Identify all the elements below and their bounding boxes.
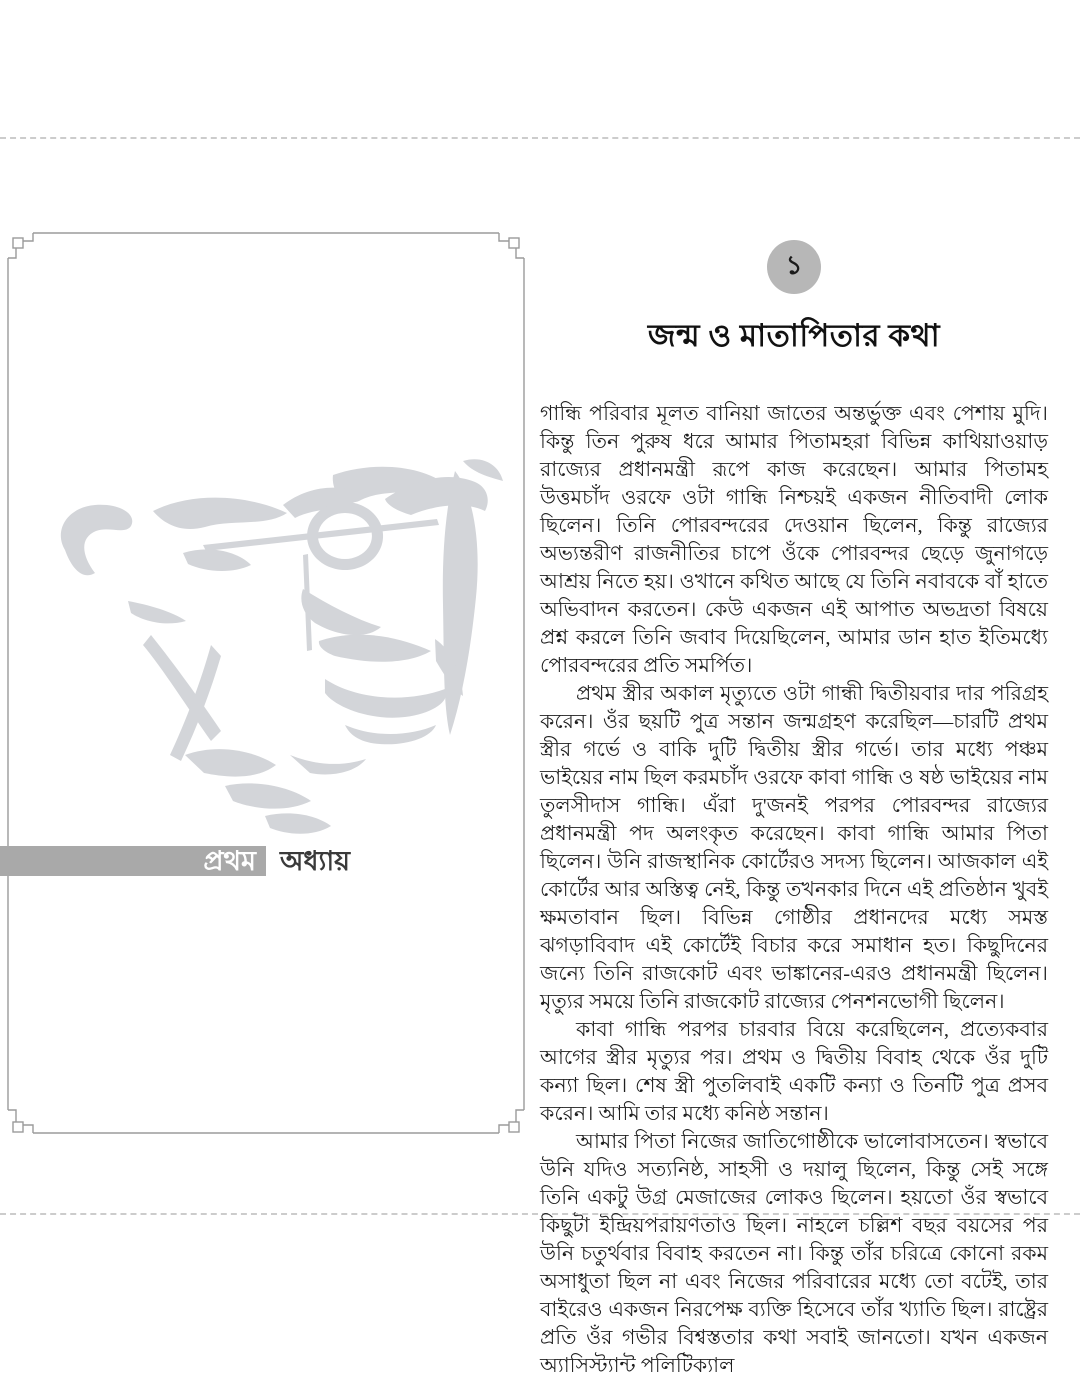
body-paragraph-1: গান্ধি পরিবার মূলত বানিয়া জাতের অন্তর্ভুক্ত এবং পেশায় মুদি। কিন্তু তিন পুরুষ ধরে আমার পিতামহরা বিভিন্ন কাথিয়াওয়াড় রাজ্যের প্রধানমন্ত্রী রূপে কাজ করেছেন। আমার পিতামহ উত্তমচাঁদ ওরফে ওটা গান্ধি নিশ্চয়ই একজন নীতিবাদী লোক ছিলেন। তিনি পোরবন্দরের দেওয়ান ছিলেন, কিন্তু রাজ্যের অভ্যন্তরীণ রাজনীতির চাপে ওঁকে পোরবন্দর ছেড়ে জুনাগড়ে আশ্রয় নিতে হয়। ওখানে কথিত আছে যে তিনি নবাবকে বাঁ হাতে অভিবাদন করতেন। কেউ একজন এই আপাত অভদ্রতা বিষয়ে প্রশ্ন করলে তিনি জবাব দিয়েছিলেন, আমার ডান হাত ইতিমধ্যে পোরবন্দরের প্রতি সমর্পিত।: [540, 403, 1048, 677]
chapter-number-badge: ১: [767, 240, 821, 294]
left-illustration-panel: [0, 225, 540, 1145]
gandhi-portrait-stencil: [35, 455, 505, 845]
body-paragraph-4: আমার পিতা নিজের জাতিগোষ্ঠীকে ভালোবাসতেন। স্বভাবে উনি যদিও সত্যনিষ্ঠ, সাহসী ও দয়ালু ছিলেন, কিন্তু সেই সঙ্গে তিনি একটু উগ্র মেজাজের লোকও ছিলেন। হয়তো ওঁর স্বভাবে কিছুটা ইন্দ্রিয়পরায়ণতাও ছিল। নাহলে চল্লিশ বছর বয়সের পর উনি চতুর্থবার বিবাহ করতেন না। কিন্তু তাঁর চরিত্রে কোনো রকম অসাধুতা ছিল না এবং নিজের পরিবারের মধ্যে তো বটেই, তার বাইরেও একজন নিরপেক্ষ ব্যক্তি হিসেবে তাঁর খ্যাতি ছিল। রাষ্ট্রের প্রতি ওঁর গভীর বিশ্বস্ততার কথা সবাই জানতো। যখন একজন অ্যাসিস্ট্যান্ট পলিটিক্যাল: [540, 1131, 1048, 1377]
chapter-label-bar: [0, 846, 266, 876]
chapter-label-row: [0, 846, 350, 876]
body-paragraph-2: প্রথম স্ত্রীর অকাল মৃত্যুতে ওটা গান্ধী দ্বিতীয়বার দার পরিগ্রহ করেন। ওঁর ছয়টি পুত্র সন্তান জন্মগ্রহণ করেছিল—চারটি প্রথম স্ত্রীর গর্ভে ও বাকি দুটি দ্বিতীয় স্ত্রীর গর্ভে। তার মধ্যে পঞ্চম ভাইয়ের নাম ছিল করমচাঁদ ওরফে কাবা গান্ধি ও ষষ্ঠ ভাইয়ের নাম তুলসীদাস গান্ধি। এঁরা দু'জনই পরপর পোরবন্দর রাজ্যের প্রধানমন্ত্রী পদ অলংকৃত করেছেন। কাবা গান্ধি আমার পিতা ছিলেন। উনি রাজস্থানিক কোর্টেরও সদস্য ছিলেন। আজকাল এই কোর্টের আর অস্তিত্ব নেই, কিন্তু তখনকার দিনে এই প্রতিষ্ঠান খুবই ক্ষমতাবান ছিল। বিভিন্ন গোষ্ঠীর প্রধানদের মধ্যে সমস্ত ঝগড়াবিবাদ এই কোর্টেই বিচার করে সমাধান হত। কিছুদিনের জন্যে তিনি রাজকোট এবং ভাঙ্কানের-এরও প্রধানমন্ত্রী ছিলেন। মৃত্যুর সময়ে তিনি রাজকোট রাজ্যের পেনশনভোগী ছিলেন।: [540, 683, 1048, 1013]
chapter-title: জন্ম ও মাতাপিতার কথা: [647, 318, 941, 353]
chapter-label-highlight: প্রথম: [203, 846, 256, 876]
chapter-body: [540, 400, 1048, 1380]
chapter-label-suffix: অধ্যায়: [280, 846, 351, 876]
body-paragraph-3: কাবা গান্ধি পরপর চারবার বিয়ে করেছিলেন, প্রত্যেকবার আগের স্ত্রীর মৃত্যুর পর। প্রথম ও দ্বিতীয় বিবাহ থেকে ওঁর দুটি কন্যা ছিল। শেষ স্ত্রী পুতলিবাই একটি কন্যা ও তিনটি পুত্র প্রসব করেন। আমি তার মধ্যে কনিষ্ঠ সন্তান।: [540, 1019, 1048, 1125]
chapter-text-column: [540, 240, 1048, 1380]
top-divider-rule: [0, 137, 1080, 139]
